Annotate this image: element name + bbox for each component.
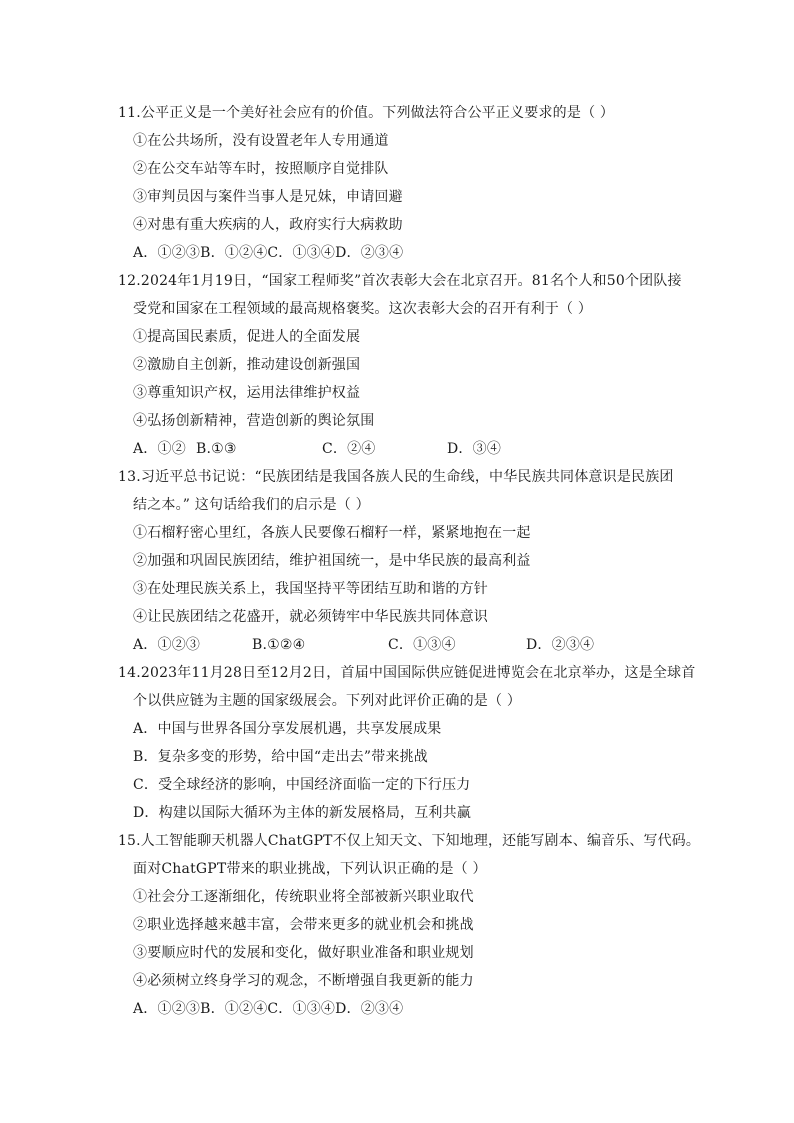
question-15-options: A．①②③B．①②④C．①③④D．②③④ (133, 1001, 404, 1017)
question-13-stem-line-2: 结之本。” 这句话给我们的启示是（ ） (133, 497, 370, 513)
question-12-statement-1: ①提高国民素质，促进人的全面发展 (133, 329, 361, 345)
question-15-statement-3: ③要顺应时代的发展和变化，做好职业准备和职业规划 (133, 945, 474, 961)
question-14-stem-line-1: 14.2023年11月28日至12月2日，首届中国国际供应链促进博览会在北京举办，这是全球首 (118, 665, 696, 681)
question-12-stem-line-1: 12.2024年1月19日，“国家工程师奖”首次表彰大会在北京召开。81名个人和50个团队接 (118, 273, 682, 289)
question-13-statement-1: ①石榴籽密心里红，各族人民要像石榴籽一样，紧紧地抱在一起 (133, 525, 531, 541)
question-15-statement-4: ④必须树立终身学习的观念，不断增强自我更新的能力 (133, 973, 474, 989)
question-12-statement-2: ②激励自主创新，推动建设创新强国 (133, 357, 361, 373)
question-15-statement-1: ①社会分工逐渐细化，传统职业将全部被新兴职业取代 (133, 889, 474, 905)
question-12-statement-3: ③尊重知识产权，运用法律维护权益 (133, 385, 361, 401)
question-12-statement-4: ④弘扬创新精神，营造创新的舆论氛围 (133, 413, 375, 429)
question-13-option-b: B.①②④ (252, 637, 306, 653)
question-14-stem-line-2: 个以供应链为主题的国家级展会。下列对此评价正确的是（ ） (133, 693, 522, 709)
question-15-stem-line-1: 15.人工智能聊天机器人ChatGPT不仅上知天文、下知地理，还能写剧本、编音乐、写代码。 (118, 833, 700, 849)
question-12-stem-line-2: 受党和国家在工程领域的最高规格褒奖。这次表彰大会的召开有利于（ ） (133, 301, 593, 317)
question-12-option-c: C．②④ (322, 441, 376, 457)
question-11-statement-2: ②在公交车站等车时，按照顺序自觉排队 (133, 161, 389, 177)
question-11-options: A．①②③B．①②④C．①③④D．②③④ (133, 245, 404, 261)
question-14-choice-a: A．中国与世界各国分享发展机遇，共享发展成果 (133, 721, 442, 737)
question-11-statement-1: ①在公共场所，没有设置老年人专用通道 (133, 133, 389, 149)
question-15-stem-line-2: 面对ChatGPT带来的职业挑战，下列认识正确的是（ ） (133, 861, 487, 877)
question-13-statement-2: ②加强和巩固民族团结，维护祖国统一，是中华民族的最高利益 (133, 553, 531, 569)
question-14-choice-c: C．受全球经济的影响，中国经济面临一定的下行压力 (133, 777, 471, 793)
question-13-statement-3: ③在处理民族关系上，我国坚持平等团结互助和谐的方针 (133, 581, 488, 597)
question-11-stem: 11.公平正义是一个美好社会应有的价值。下列做法符合公平正义要求的是（ ） (118, 105, 615, 121)
question-11-statement-3: ③审判员因与案件当事人是兄妹，申请回避 (133, 189, 403, 205)
question-14-choice-d: D．构建以国际大循环为主体的新发展格局，互利共赢 (133, 805, 472, 821)
question-13-option-c: C．①③④ (388, 637, 456, 653)
question-15-statement-2: ②职业选择越来越丰富，会带来更多的就业机会和挑战 (133, 917, 474, 933)
question-13-statement-4: ④让民族团结之花盛开，就必须铸牢中华民族共同体意识 (133, 609, 488, 625)
question-11-statement-4: ④对患有重大疾病的人，政府实行大病救助 (133, 217, 403, 233)
question-13-stem-line-1: 13.习近平总书记说：“民族团结是我国各族人民的生命线，中华民族共同体意识是民族团 (118, 469, 674, 485)
question-14-choice-b: B．复杂多变的形势，给中国“走出去”带来挑战 (133, 749, 429, 765)
question-12-option-a: A．①② (133, 441, 186, 457)
question-13-option-d: D．②③④ (526, 637, 595, 653)
question-12-option-d: D．③④ (447, 441, 502, 457)
question-12-option-b: B.①③ (196, 441, 237, 457)
question-13-option-a: A．①②③ (133, 637, 201, 653)
